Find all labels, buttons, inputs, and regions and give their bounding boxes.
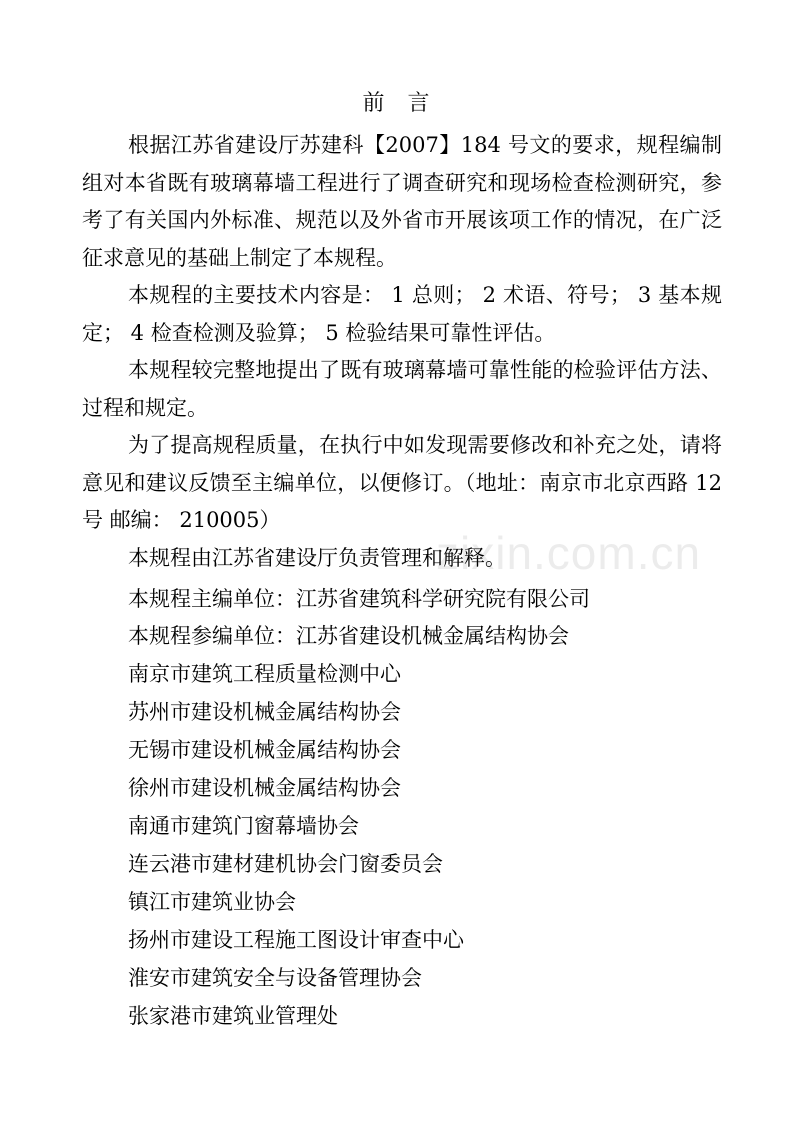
list-item: 镇江市建筑业协会 — [128, 890, 296, 914]
list-item: 南通市建筑门窗幕墙协会 — [128, 814, 359, 838]
paragraph-summary: 本规程较完整地提出了既有玻璃幕墙可靠性能的检验评估方法、过程和规定。 — [82, 358, 722, 420]
line-participating-editor: 本规程参编单位：江苏省建设机械金属结构协会 — [128, 624, 569, 648]
list-item: 张家港市建筑业管理处 — [128, 1004, 338, 1028]
list-item: 无锡市建设机械金属结构协会 — [128, 738, 401, 762]
line-chief-editor: 本规程主编单位：江苏省建筑科学研究院有限公司 — [128, 587, 590, 611]
paragraph-background: 根据江苏省建设厅苏建科【2007】184 号文的要求，规程编制组对本省既有玻璃幕墙工程进行了调查研究和现场检查检测研究，参考了有关国内外标准、规范以及外省市开展该项工作的情况，在广泛征求意见的基础上制定了本规程。 — [82, 133, 722, 270]
paragraph-main-contents: 本规程的主要技术内容是： 1 总则； 2 术语、符号； 3 基本规定； 4 检查检测及验算； 5 检验结果可靠性评估。 — [82, 283, 722, 345]
list-item: 苏州市建设机械金属结构协会 — [128, 700, 401, 724]
list-item: 徐州市建设机械金属结构协会 — [128, 776, 401, 800]
list-item: 扬州市建设工程施工图设计审查中心 — [128, 928, 464, 952]
watermark: zixin.com.cn — [436, 527, 702, 579]
line-management: 本规程由江苏省建设厅负责管理和解释。 — [128, 546, 506, 570]
paragraph-feedback: 为了提高规程质量，在执行中如发现需要修改和补充之处，请将意见和建议反馈至主编单位，以便修订。（地址：南京市北京西路 12 号 邮编： 210005） — [82, 433, 722, 532]
list-item: 南京市建筑工程质量检测中心 — [128, 662, 401, 686]
list-item: 淮安市建筑安全与设备管理协会 — [128, 966, 422, 990]
page-title: 前 言 — [362, 91, 438, 116]
list-item: 连云港市建材建机协会门窗委员会 — [128, 852, 443, 876]
